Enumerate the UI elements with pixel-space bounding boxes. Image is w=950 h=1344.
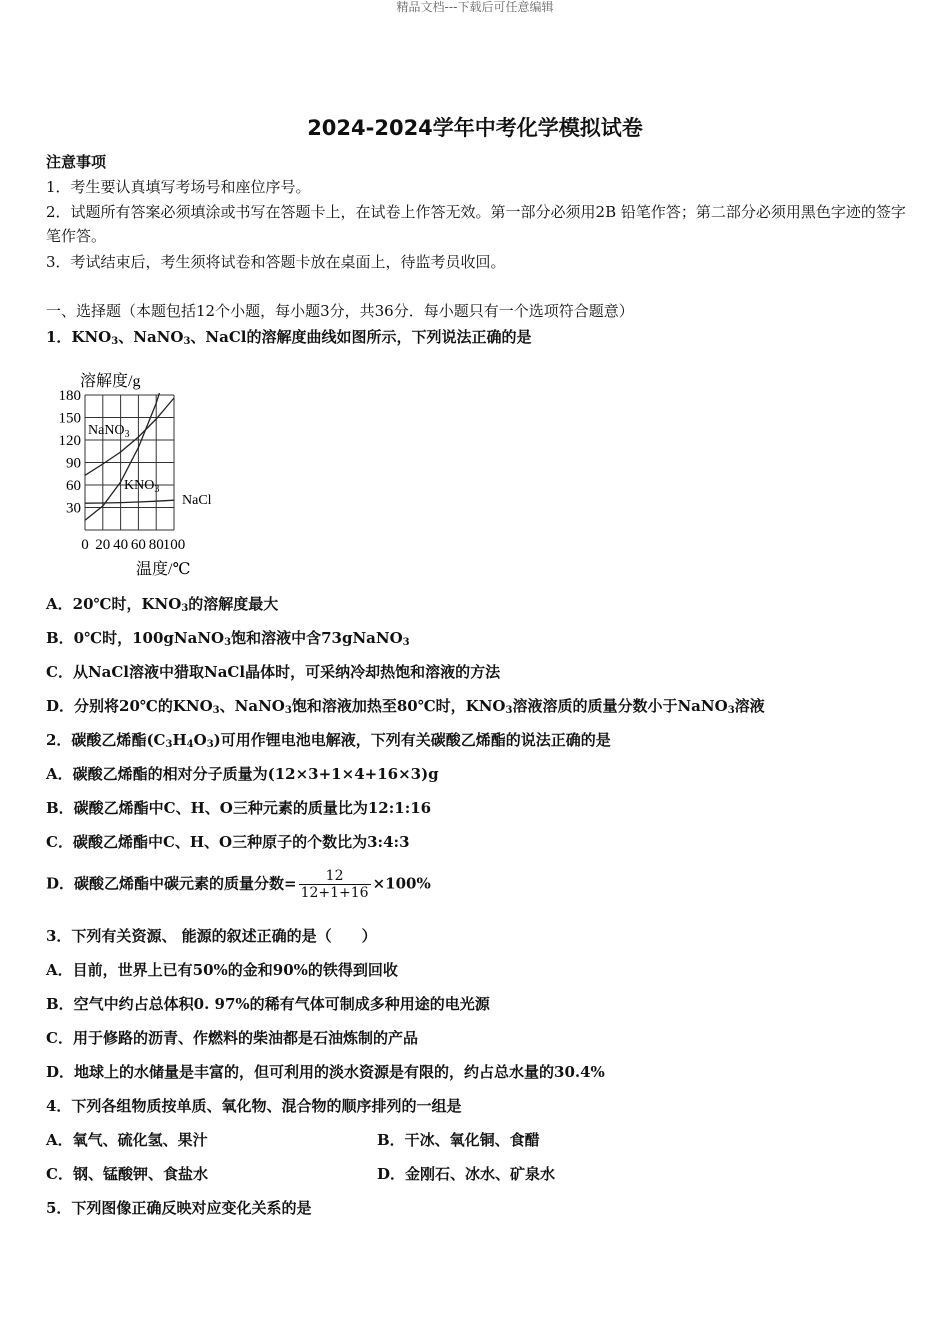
x-tick-20: 20 <box>95 537 111 553</box>
q4-option-a: A．氧气、硫化氢、果汁 <box>46 1131 208 1149</box>
q2-option-c: C．碳酸乙烯酯中C、H、O三种原子的个数比为3:4:3 <box>46 833 410 851</box>
q2-option-a: A．碳酸乙烯酯的相对分子质量为(12×3+1×4+16×3)g <box>46 765 439 783</box>
y-axis-label: 溶解度/g <box>80 373 141 390</box>
y-tick-150: 150 <box>58 410 81 427</box>
x-tick-labels <box>81 537 185 553</box>
solubility-chart <box>44 368 234 580</box>
mass-fraction: $\frac{12}{12+1+16}$ <box>300 868 369 901</box>
q2-stem: 2．碳酸乙烯酯$(C_3H_4O_3)$可用作锂电池电解液，下列有关碳酸乙烯酯的说法正确的是 <box>46 731 611 750</box>
series-label-nacl: NaCl <box>182 493 212 508</box>
q3-option-b: B．空气中约占总体积0. 97%的稀有气体可制成多种用途的电光源 <box>46 995 490 1013</box>
q4-option-b: B．干冰、氧化铜、食醋 <box>377 1131 540 1149</box>
q4-option-d: D．金刚石、冰水、矿泉水 <box>377 1165 556 1183</box>
q3-option-a: A．目前，世界上已有50%的金和90%的铁得到回收 <box>46 961 398 979</box>
q5-stem: 5．下列图像正确反映对应变化关系的是 <box>46 1199 312 1217</box>
y-tick-60: 60 <box>66 478 81 494</box>
q4-stem: 4．下列各组物质按单质、氧化物、混合物的顺序排列的一组是 <box>46 1097 462 1115</box>
q2-option-d: D．碳酸乙烯酯中碳元素的质量分数= $\frac{12}{12+1+16}$ ×100% <box>46 868 431 901</box>
section-heading: 一、选择题（本题包括12个小题，每小题3分，共36分．每小题只有一个选项符合题意） <box>46 302 634 320</box>
x-tick-0: 0 <box>81 537 89 553</box>
curve-nacl <box>85 500 174 503</box>
x-tick-60: 60 <box>130 537 146 553</box>
notice-heading: 注意事项 <box>46 153 107 171</box>
q1-option-b: B．0℃时，100gNaNO$_3$饱和溶液中含73gNaNO$_3$ <box>46 629 410 648</box>
q3-option-d: D．地球上的水储量是丰富的，但可利用的淡水资源是有限的，约占总水量的30.4% <box>46 1063 605 1081</box>
y-tick-labels <box>59 388 82 517</box>
q3-stem: 3．下列有关资源、 能源的叙述正确的是（ ） <box>46 927 377 945</box>
chart-curves <box>85 368 174 520</box>
q1-option-a: A．20℃时，$KNO_3$的溶解度最大 <box>46 595 279 614</box>
y-tick-30: 30 <box>66 500 81 517</box>
y-tick-90: 90 <box>66 455 81 472</box>
q1-stem: 1．$KNO_3$、NaNO$_3$、NaCl的溶解度曲线如图所示，下列说法正确的是 <box>46 328 532 347</box>
series-label-nano3: NaNO$_3$ <box>88 423 130 440</box>
series-label-kno3: $KNO_3$ <box>124 478 160 495</box>
notice-item-3: 3．考试结束后，考生须将试卷和答题卡放在桌面上，待监考员收回。 <box>46 253 506 271</box>
x-tick-80: 80 <box>148 537 164 553</box>
q2-option-b: B．碳酸乙烯酯中C、H、O三种元素的质量比为12:1:16 <box>46 799 432 817</box>
page-title: 2024-2024学年中考化学模拟试卷 <box>307 116 643 140</box>
y-tick-120: 120 <box>58 433 81 449</box>
x-tick-40: 40 <box>113 537 129 553</box>
q4-option-c: C．钢、锰酸钾、食盐水 <box>46 1165 208 1183</box>
x-tick-100: 100 <box>162 537 186 553</box>
q1-option-c: C．从NaCl溶液中猎取NaCl晶体时，可采纳冷却热饱和溶液的方法 <box>46 663 501 681</box>
x-axis-label: 温度/℃ <box>136 561 191 578</box>
q3-option-c: C．用于修路的沥青、作燃料的柴油都是石油炼制的产品 <box>46 1029 418 1047</box>
y-tick-180: 180 <box>58 388 81 404</box>
q1-option-d: D．分别将20℃的$KNO_3$、NaNO$_3$饱和溶液加热至80℃时，$KNO_3$溶液溶质的质量分数小于NaNO$_3$溶液 <box>46 697 765 716</box>
notice-item-1: 1．考生要认真填写考场号和座位序号。 <box>46 178 311 196</box>
notice-item-2: 2．试题所有答案必须填涂或书写在答题卡上，在试卷上作答无效。第一部分必须用2B 铅笔作答；第二部分必须用黑色字迹的签字笔作答。 <box>46 203 906 245</box>
header-note: 精品文档---下载后可任意编辑 <box>396 0 554 14</box>
